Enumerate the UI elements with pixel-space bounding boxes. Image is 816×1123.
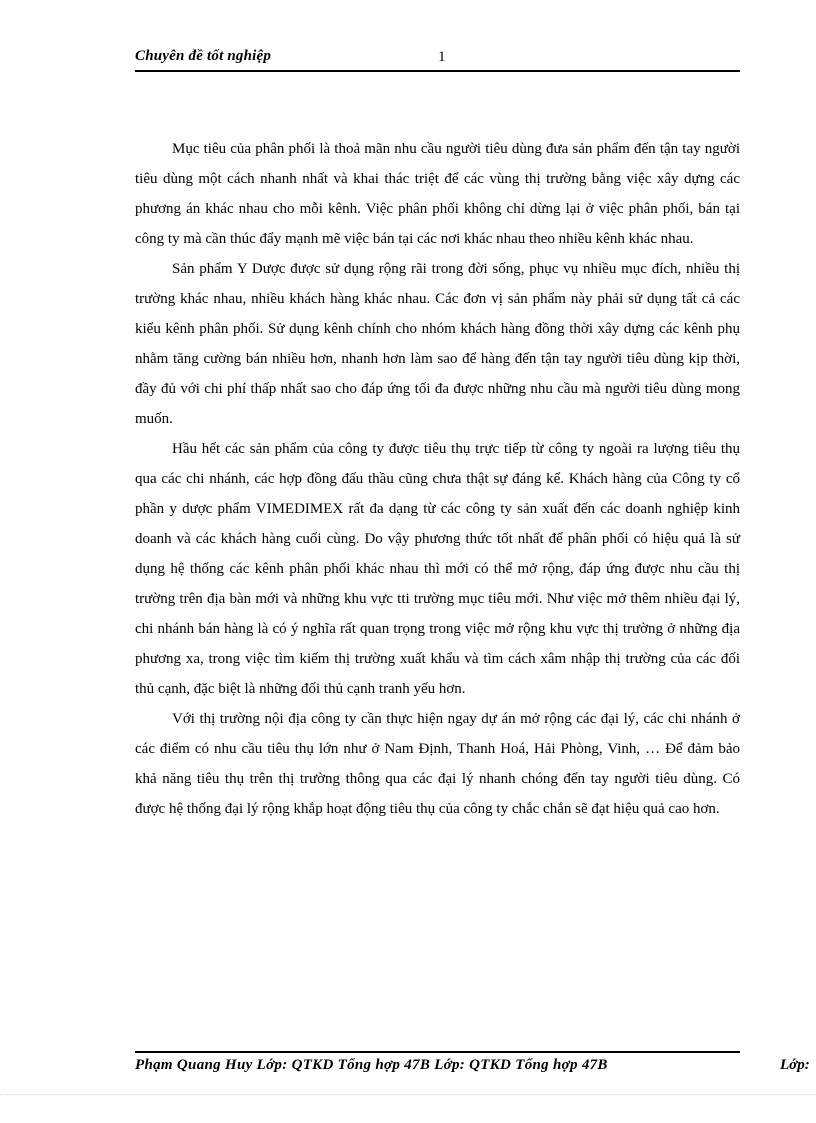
paragraph-3: Hầu hết các sản phẩm của công ty được tiêu thụ trực tiếp từ công ty ngoài ra lượng tiêu thụ qua các chi nhánh, các hợp đồng đấu thầu cũng chưa thật sự đáng kể. Khách hàng của Công ty cổ phần y dược phẩm VIMEDIMEX rất đa dạng từ các công ty sản xuất đến các doanh nghiệp kinh doanh và các khách hàng cuối cùng. Do vậy phương thức tốt nhất để phân phối có hiệu quả là sử dụng hệ thống các kênh phân phối khác nhau thì mới có thể mở rộng, đáp ứng được nhu cầu thị trường trên địa bàn mới và những khu vực tti trường mục tiêu mới. Như việc mở thêm nhiều đại lý, chi nhánh bán hàng là có ý nghĩa rất quan trọng trong việc mở rộng khu vực thị trường ở những địa phương xa, trong việc tìm kiếm thị trường xuất khẩu và tìm cách xâm nhập thị trường của các đối thủ cạnh, đặc biệt là những đối thủ cạnh tranh yếu hơn. bbox=[135, 441, 740, 697]
footer-right-text: Lớp: bbox=[780, 1057, 810, 1073]
page-bottom-border bbox=[0, 1094, 816, 1095]
header-title: Chuyên đề tốt nghiệp bbox=[135, 48, 272, 64]
document-body bbox=[135, 134, 740, 824]
page-number: 1 bbox=[438, 49, 446, 65]
paragraph-1: Mục tiêu của phân phối là thoả mãn nhu cầu người tiêu dùng đưa sản phẩm đến tận tay người tiêu dùng một cách nhanh nhất và khai thác triệt để các vùng thị trường bằng việc xây dựng các phương án khác nhau cho mỗi kênh. Việc phân phối không chỉ dừng lại ở việc phân phối, bán tại công ty mà cần thúc đẩy mạnh mẽ việc bán tại các nơi khác nhau theo nhiều kênh khác nhau. bbox=[135, 141, 740, 247]
footer-divider bbox=[135, 1051, 740, 1053]
paragraph-4: Với thị trường nội địa công ty cần thực hiện ngay dự án mở rộng các đại lý, các chi nhánh ở các điểm có nhu cầu tiêu thụ lớn như ở Nam Định, Thanh Hoá, Hải Phòng, Vinh, … Để đảm bảo khả năng tiêu thụ trên thị trường thông qua các đại lý nhanh chóng đến tay người tiêu dùng. Có được hệ thống đại lý rộng khắp hoạt động tiêu thụ của công ty chắc chắn sẽ đạt hiệu quả cao hơn. bbox=[135, 711, 740, 817]
page-header bbox=[135, 46, 740, 72]
footer-text: Phạm Quang Huy Lớp: QTKD Tổng hợp 47B Lớp: QTKD Tổng hợp 47B bbox=[135, 1057, 608, 1073]
paragraph-2: Sản phẩm Y Dược được sử dụng rộng rãi trong đời sống, phục vụ nhiều mục đích, nhiều thị trường khác nhau, nhiều khách hàng khác nhau. Các đơn vị sản phẩm này phải sử dụng tất cả các kiểu kênh phân phối. Sử dụng kênh chính cho nhóm khách hàng đồng thời xây dựng các kênh phụ nhằm tăng cường bán nhiều hơn, nhanh hơn làm sao để hàng đến tận tay người tiêu dùng kịp thời, đầy đủ với chi phí thấp nhất sao cho đáp ứng tối đa được những nhu cầu mà người tiêu dùng mong muốn. bbox=[135, 261, 740, 427]
